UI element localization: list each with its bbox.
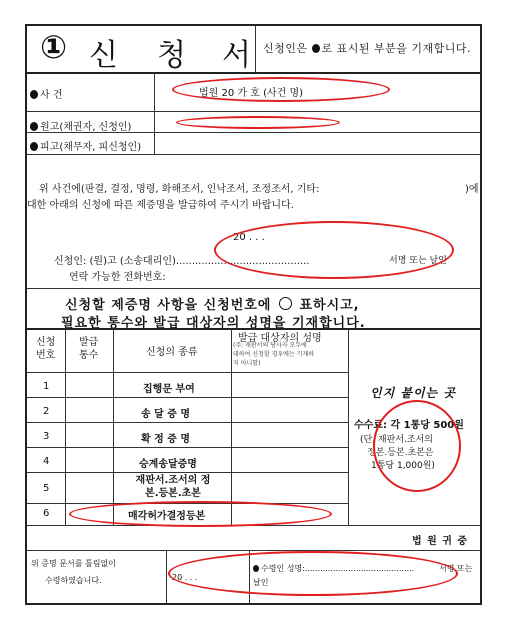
header-note-suffix: 로 표시된 부분을 기재합니다.: [321, 42, 472, 55]
phone-label[interactable]: 연락 가능한 전화번호:: [69, 272, 166, 283]
request-line-2: 대한 아래의 신청에 따른 제증명을 발급하여 주시기 바랍니다.: [27, 200, 294, 211]
bullet-icon: [30, 142, 38, 151]
header-note-prefix: 신청인은: [263, 42, 308, 55]
row-5-no[interactable]: 5: [43, 483, 50, 494]
case-number-field[interactable]: 법원 20 가 호 (사건 명): [199, 88, 304, 99]
bullet-icon: [312, 44, 320, 53]
court-recipient: 법 원 귀 중: [412, 536, 469, 547]
title-char-1: 신: [89, 38, 118, 73]
form-number: ①: [40, 28, 68, 66]
receiver-name-field[interactable]: 수령인 성명:...........................................: [253, 563, 414, 574]
annotation-oval-receipt: [168, 551, 458, 596]
bullet-icon: [30, 122, 38, 131]
col-target-header: 발급 대상자의 성명: [238, 333, 322, 344]
row-2-no[interactable]: 2: [43, 406, 50, 417]
fee-line-1: 수수료: 각 1통당 500원: [354, 420, 464, 431]
case-label: 사 건: [30, 86, 63, 101]
col-count-header: 발급 통수: [79, 337, 99, 361]
instruction-line-1: 신청할 제증명 사항을 신청번호에 표하시고,: [65, 298, 360, 313]
bullet-icon: [30, 90, 38, 99]
instruction-line-2: 필요한 통수와 발급 대상자의 성명을 기재합니다.: [61, 316, 366, 331]
title-char-3: 서: [222, 38, 251, 73]
fee-line-2: (단, 재판서.조서의: [360, 435, 433, 445]
row-3-no[interactable]: 3: [43, 431, 50, 442]
row-2-type: 송 달 증 명: [141, 409, 191, 420]
col-type-header: 신청의 종류: [146, 347, 198, 358]
title-char-2: 청: [157, 38, 186, 73]
annotation-oval-row6: [69, 501, 332, 527]
receipt-date-field[interactable]: 20 . . .: [172, 573, 198, 582]
applicant-field[interactable]: 신청인: (원)고 (소송대리인)..........................................: [54, 256, 310, 267]
receipt-line-2: 수령하였습니다.: [45, 576, 102, 585]
row-1-no[interactable]: 1: [43, 381, 50, 392]
row-3-type: 확 정 증 명: [141, 434, 191, 445]
receiver-seal: 날인: [253, 578, 269, 587]
stamp-area-title: 인지 붙이는 곳: [370, 386, 456, 400]
row-1-type: 집행문 부여: [143, 384, 195, 395]
plaintiff-label: 원고(채권자, 신청인): [30, 118, 131, 133]
col-target-note: (주: 재판서의 당사자 모두에 대하여 신청할 경우에는 기재하 지 아니함): [233, 342, 315, 367]
header-note: [263, 40, 471, 56]
col-no-header: 신청 번호: [36, 337, 56, 361]
annotation-oval-stamp: [373, 400, 461, 492]
request-date-field[interactable]: 20 . . .: [233, 232, 265, 243]
annotation-oval-plaintiff: [176, 116, 340, 129]
row-4-no[interactable]: 4: [43, 456, 50, 467]
annotation-oval-case: [172, 77, 390, 102]
circle-mark-icon: [279, 297, 292, 310]
receipt-line-1: 위 증명 문서를 틀림없이: [31, 559, 116, 568]
defendant-label: 피고(채무자, 피신청인): [30, 138, 141, 153]
row-4-type: 승계송달증명: [139, 459, 197, 470]
row-5-type: 재판서.조서의 정본.등본.초본: [135, 475, 211, 499]
row-6-no[interactable]: 6: [43, 508, 50, 519]
receiver-signature: 서명 또는: [439, 564, 473, 573]
request-line-1: 위 사건에(판결, 결정, 명령, 화해조서, 인낙조서, 조정조서, 기타:: [39, 184, 320, 195]
request-line-1-end: )에: [465, 184, 479, 195]
annotation-oval-date: [214, 221, 454, 279]
fee-line-4: 1통당 1,000원): [371, 461, 435, 471]
applicant-signature: 서명 또는 날인: [389, 256, 447, 266]
fee-line-3: 정본.등본.초본은: [367, 448, 434, 458]
row-6-type: 매각허가결정등본: [128, 511, 206, 522]
